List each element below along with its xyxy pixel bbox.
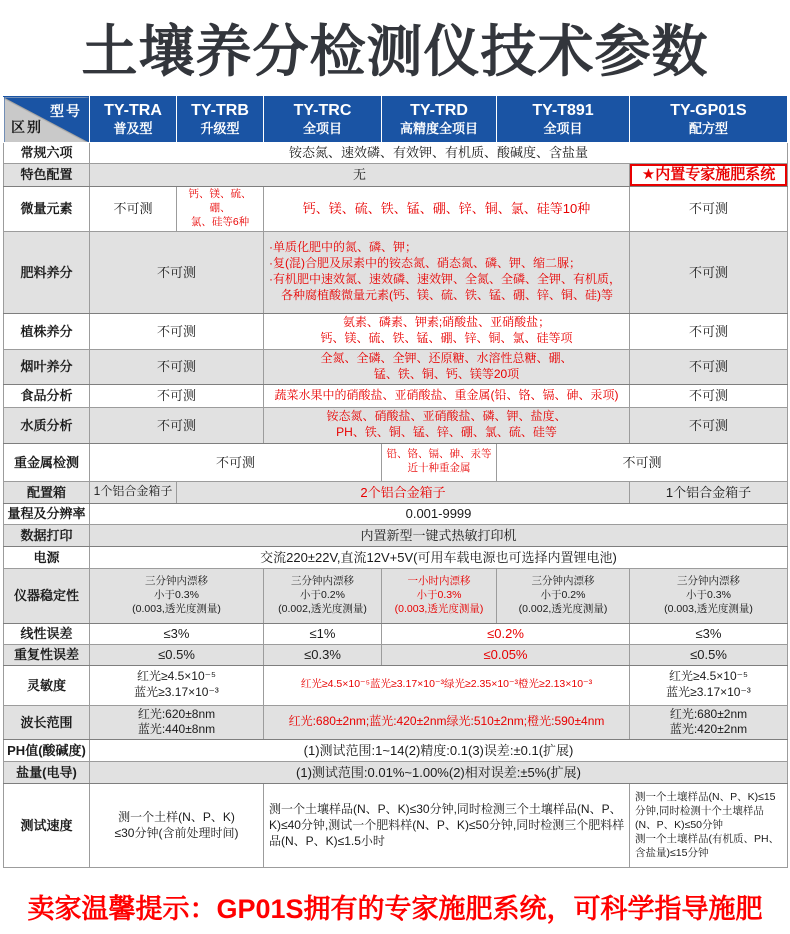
table-row [4,623,788,644]
table-row [4,740,788,762]
row-label: 水质分析 [4,407,90,443]
model-type: 全项目 [543,121,583,137]
row-label: 灵敏度 [4,665,90,705]
cell-line: 不可测 [156,388,196,403]
table-cell [630,231,788,313]
row-label: 重金属检测 [4,443,90,481]
cell-line: 红光:680±2nm;蓝光:420±2nm绿光:510±2nm;橙光:590±4nm [288,714,605,729]
table-cell [630,349,788,384]
table-cell [630,481,788,503]
cell-line: 小于0.3% [686,588,731,601]
table-cell [90,349,264,384]
cell-line: 不可测 [156,264,196,280]
cell-line: (0.002,透光度测量) [518,602,608,615]
table-cell [630,623,788,644]
cell-line: ≤0.05% [483,647,528,662]
table-row [4,503,788,524]
table-cell [382,443,497,481]
table-row [4,665,788,705]
table-row [4,568,788,623]
table-row [4,705,788,740]
cell-line: 内置新型一键式热敏打印机 [360,527,517,543]
cell-line: 小于0.2% [540,588,586,601]
table-row [4,546,788,568]
table-cell [630,568,788,623]
cell-line: 蓝光≥3.17×10⁻³ [666,685,751,700]
table-cell [630,665,788,705]
table-cell [264,784,630,868]
cell-line: 三分钟内漂移 [145,574,208,587]
cell-line: 各种腐植酸微量元素(钙、镁、硫、铁、锰、硼、锌、铜、硅)等 [269,287,613,302]
table-body [4,143,788,868]
table-cell [177,187,264,232]
cell-line: (0.003,透光度测量) [664,602,753,615]
cell-line: 红光≥4.5×10⁻⁵ [669,669,748,684]
table-cell [90,644,264,665]
table-cell [264,644,382,665]
table-cell [382,623,630,644]
table-head [4,97,788,143]
cell-line: 交流220±22V,直流12V+5V(可用车载电源也可选择内置锂电池) [260,549,617,565]
table-cell [90,481,177,503]
cell-line: 氨素、磷素、钾素;硝酸盐、亚硝酸盐； [342,315,551,330]
cell-line: 红光≥4.5×10⁻⁵蓝光≥3.17×10⁻³绿光≥2.35×10⁻³橙光≥2.13×10⁻³ [300,678,593,691]
cell-line: ≤0.5% [690,647,727,662]
cell-line: (1)测试范围:0.01%~1.00%(2)相对误差:±5%(扩展) [296,765,581,781]
cell-line: ≤3% [163,626,190,641]
table-row [4,644,788,665]
model-code: TY-TRD [410,102,468,120]
table-cell [90,164,630,187]
page-title: 土壤养分检测仪技术参数 [81,20,709,83]
row-label: 微量元素 [4,187,90,232]
model-code: TY-TRA [104,102,162,120]
model-header [177,97,264,143]
row-label: 特色配置 [4,164,90,187]
row-label: 仪器稳定性 [4,568,90,623]
cell-line: 钙、镁、硫、铁、锰、硼、锌、铜、氯、硅等项 [320,331,573,346]
cell-line: 红光:680±2nm [669,706,748,721]
table-cell [264,349,630,384]
table-cell [90,143,788,164]
cell-line: 全氮、全磷、全钾、还原糖、水溶性总糖、硼、 [320,350,573,365]
table-cell [264,407,630,443]
cell-line: 测一个土壤样品(有机质、PH、含盐量)≤15分钟 [635,832,780,859]
cell-line: 不可测 [622,454,662,470]
model-code: TY-TRB [191,102,249,120]
cell-line: 红光≥4.5×10⁻⁵ [137,669,216,684]
cell-line: (0.002,透光度测量) [278,602,367,615]
corner-bottom-label: 区别 [11,118,43,135]
row-label: 测试速度 [4,784,90,868]
row-label: 数据打印 [4,524,90,546]
table-row [4,762,788,784]
cell-line: ★内置专家施肥系统 [641,166,776,184]
table-cell [90,443,382,481]
table-cell [630,384,788,407]
model-header [497,97,630,143]
cell-line: ≤1% [309,626,336,641]
table-cell [90,524,788,546]
table-cell [630,164,788,187]
model-header [382,97,497,143]
row-label: 肥料养分 [4,231,90,313]
table-cell [90,568,264,623]
table-cell [90,740,788,762]
model-code: TY-T891 [532,102,594,120]
table-cell [630,187,788,232]
table-row [4,164,788,187]
row-label: 波长范围 [4,705,90,740]
table-cell [264,231,630,313]
cell-line: 不可测 [688,201,728,217]
model-type: 高精度全项目 [399,121,478,137]
model-header [630,97,788,143]
cell-line: 蓝光≥3.17×10⁻³ [134,685,219,700]
table-cell [90,784,264,868]
table-cell [90,705,264,740]
cell-line: 小于0.3% [154,588,199,601]
model-type: 升级型 [200,121,240,137]
seller-tip: 卖家温馨提示：GP01S拥有的专家施肥系统，可科学指导施肥 [27,893,763,924]
row-label: 重复性误差 [4,644,90,665]
cell-line: 铅、铬、镉、砷、汞等 [386,448,492,461]
corner-top-label: 型号 [50,103,82,119]
row-label: 电源 [4,546,90,568]
corner-header [4,97,90,143]
cell-line: 蓝光:440±8nm [137,722,216,737]
table-cell [264,187,630,232]
cell-line: ·单质化肥中的氮、磷、钾； [269,240,417,255]
cell-line: 锰、铁、铜、钙、镁等20项 [373,366,520,381]
table-cell [90,231,264,313]
table-cell [90,762,788,784]
table-cell [382,644,630,665]
cell-line: 一小时内漂移 [407,574,471,587]
cell-line: 不可测 [215,454,255,470]
model-type: 全项目 [302,121,342,137]
table-cell [177,481,630,503]
row-label: 常规六项 [4,143,90,164]
cell-line: 红光:620±8nm [137,706,216,721]
table-row [4,784,788,868]
table-cell [497,568,630,623]
row-label: PH值(酸碱度) [4,740,90,762]
cell-line: 钙、镁、硫、铁、锰、硼、锌、铜、氯、硅等10种 [302,201,591,217]
table-cell [264,705,630,740]
cell-line: 三分钟内漂移 [677,574,740,587]
model-header [264,97,382,143]
table-cell [630,705,788,740]
row-label: 配置箱 [4,481,90,503]
model-code: TY-GP01S [670,102,747,120]
cell-line: 不可测 [156,323,196,339]
cell-line: 1个铝合金箱子 [665,484,752,500]
cell-line: (1)测试范围:1~14(2)精度:0.1(3)误差:±0.1(扩展) [303,743,574,759]
cell-line: 不可测 [688,323,728,339]
table-cell [630,784,788,868]
table-row [4,349,788,384]
cell-line: ·复(混)合肥及尿素中的铵态氮、硝态氮、磷、钾、缩二脲； [269,256,581,271]
table-row [4,481,788,503]
table-cell [90,665,264,705]
cell-line: 小于0.2% [300,588,345,601]
cell-line: ≤0.5% [158,647,195,662]
row-label: 盐量(电导) [4,762,90,784]
cell-line: ≤0.2% [487,626,524,641]
table-cell [264,313,630,349]
cell-line: ≤3% [695,626,722,641]
cell-line: (0.003,透光度测量) [394,602,484,615]
cell-line: 不可测 [113,201,153,217]
cell-line: 铵态氮、速效磷、有效钾、有机质、酸碱度、含盐量 [288,145,588,161]
table-row [4,313,788,349]
table-row [4,187,788,232]
cell-line: 小于0.3% [416,588,462,601]
table-cell [264,665,630,705]
table-cell [90,546,788,568]
spec-table [3,96,788,868]
row-label: 植株养分 [4,313,90,349]
model-type: 普及型 [113,121,153,137]
cell-line: 三分钟内漂移 [531,574,595,587]
table-cell [264,568,382,623]
table-row [4,231,788,313]
model-code: TY-TRC [293,102,352,120]
table-row [4,384,788,407]
cell-line: 不可测 [688,417,728,433]
cell-line: ·有机肥中速效氮、速效磷、速效钾、全氮、全磷、全钾、有机质， [269,272,621,287]
model-type: 配方型 [688,121,728,137]
table-cell [630,313,788,349]
cell-line: ≤0.3% [304,647,341,662]
cell-line: 不可测 [688,359,728,374]
row-label: 量程及分辨率 [4,503,90,524]
table-cell [90,313,264,349]
cell-line: 不可测 [156,359,196,374]
table-row [4,524,788,546]
cell-line: 0.001-9999 [405,506,472,521]
row-label: 食品分析 [4,384,90,407]
cell-line: 不可测 [688,388,728,403]
table-cell [497,443,788,481]
cell-line: 蔬菜水果中的硝酸盐、亚硝酸盐、重金属(铅、铬、镉、砷、汞项) [274,387,619,402]
cell-line: 测一个土样(N、P、K) [118,809,235,824]
cell-line: 铵态氮、硝酸盐、亚硝酸盐、磷、钾、盐度、 [326,409,567,424]
cell-line: 测一个土壤样品(N、P、K)≤15分钟,同时检测十个土壤样品(N、P、K)≤50分钟 [635,791,776,831]
table-cell [630,644,788,665]
cell-line: ≤30分钟(含前处理时间) [114,825,239,840]
row-label: 线性误差 [4,623,90,644]
cell-line: 近十种重金属 [407,462,471,475]
row-label: 烟叶养分 [4,349,90,384]
table-row [4,407,788,443]
cell-line: 氯、硅等6种 [190,215,250,228]
table-cell [90,384,264,407]
cell-line: 1个铝合金箱子 [93,484,173,499]
model-header [90,97,177,143]
header-row [4,97,788,143]
table-cell [630,407,788,443]
cell-line: 不可测 [156,417,196,433]
cell-line: PH、铁、铜、锰、锌、硼、氯、硫、硅等 [336,425,557,440]
table-row [4,143,788,164]
cell-line: 不可测 [688,264,728,280]
table-cell [264,384,630,407]
cell-line: 测一个土壤样品(N、P、K)≤30分钟,同时检测三个土壤样品(N、P、K)≤40分钟,测试一个肥料样(N、P、K)≤50分钟,同时检测三个肥料样品(N、P、K)≤1.5小时 [269,801,625,848]
cell-line: 2个铝合金箱子 [360,484,446,500]
cell-line: 蓝光:420±2nm [669,722,748,737]
table-cell [382,568,497,623]
cell-line: 三分钟内漂移 [291,574,354,587]
table-cell [90,407,264,443]
table-cell [90,187,177,232]
table-cell [264,623,382,644]
cell-line: (0.003,透光度测量) [132,602,221,615]
table-cell [90,623,264,644]
table-cell [90,503,788,524]
table-row [4,443,788,481]
cell-line: 无 [352,167,366,183]
cell-line: 钙、镁、硫、硼、 [188,188,252,214]
